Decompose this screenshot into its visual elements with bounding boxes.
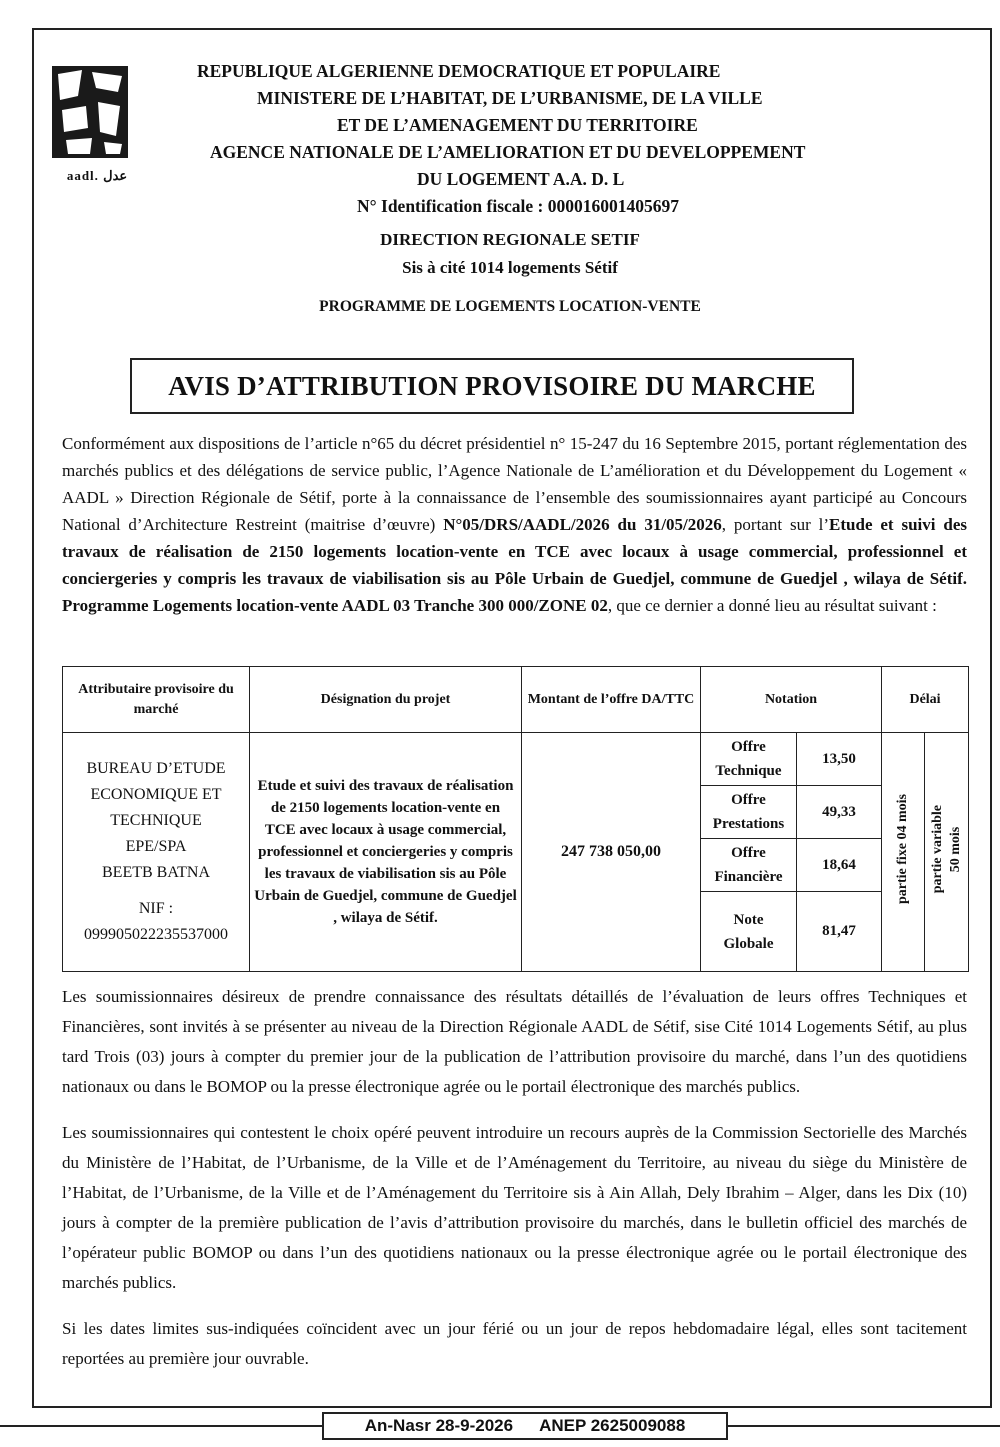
delai-fixe-cell (882, 733, 925, 972)
project-subject: Etude et suivi des travaux de réalisation de 2150 logements location-vente en TCE avec locaux à usage commercial, professionnel et conciergeries y compris les travaux de viabilisation sis au Pôle Urbain de Guedjel, commune de Guedjel , wilaya de Sétif. Programme Logements location-vente AADL 03 Tranche 300 000/ZONE 02 (62, 515, 967, 615)
header-line-agency: AGENCE NATIONALE DE L’AMELIORATION ET DU DEVELOPPEMENT (210, 142, 806, 162)
delai-variable-line: partie variable (930, 805, 945, 894)
programme-label: PROGRAMME DE LOGEMENTS LOCATION-VENTE (319, 298, 701, 315)
montant-cell: 247 738 050,00 (522, 733, 701, 972)
header-line-fiscal-id: N° Identification fiscale : 000016001405697 (357, 196, 679, 216)
note-label-technique (701, 733, 797, 786)
header-notation: Notation (701, 667, 882, 733)
results-table (62, 666, 969, 972)
header-montant: Montant de l’offre DA/TTC (522, 667, 701, 733)
appeal-paragraph: Les soumissionnaires qui contestent le choix opéré peuvent introduire un recours auprès de la Commission Sectorielle des Marchés du Ministère de l’Habitat, de l’Urbanisme, de la Ville et de l’Aménagement du Territoire, au niveau du siège du Ministère de l’Habitat, de l’Urbanisme, de la Ville et de l’Aménagement du Territoire sis à Ain Allah, Dely Ibrahim – Alger, dans les Dix (10) jours à compter de la première publication de l’avis d’attribution provisoire du marchés, dans le bulletin officiel des marchés de l’opérateur public BOMOP ou dans l’un des quotidiens nationaux ou la presse électronique agrée ou le portail électronique des marchés publics. (62, 1123, 967, 1292)
delai-variable (929, 805, 965, 893)
note-label-line: Note (733, 911, 764, 928)
note-label-line: Technique (715, 763, 782, 779)
header-attributaire: Attributaire provisoire du marché (63, 667, 250, 733)
aadl-logo-mark-icon (52, 66, 128, 158)
table-row (63, 733, 969, 786)
intro-text-mid: , portant sur l’ (721, 515, 830, 534)
direction-label: DIRECTION REGIONALE SETIF (380, 230, 640, 249)
aadl-logo (48, 66, 146, 192)
results-consultation-paragraph: Les soumissionnaires désireux de prendre connaissance des résultats détaillés de l’évaluation de leurs offres Techniques et Financières, sont invités à se présenter au niveau de la Direction Régionale AADL de Sétif, sise Cité 1014 Logements Sétif, au plus tard Trois (03) jours à compter du premier jour de la publication de l’attribution provisoire du marché, dans l’un des quotidiens nationaux ou dans le BOMOP ou la presse électronique agrée ou le portail électronique des marchés publics. (62, 987, 967, 1096)
intro-text-end: , que ce dernier a donné lieu au résultat suivant : (607, 596, 937, 615)
attributaire-line: BEETB BATNA (102, 864, 210, 881)
note-label-line: Offre (731, 739, 766, 755)
note-value-prestations: 49,33 (797, 786, 882, 839)
attributaire-line: TECHNIQUE (110, 812, 202, 829)
note-label-prestations (701, 786, 797, 839)
header-line-territory: ET DE L’AMENAGEMENT DU TERRITOIRE (337, 115, 698, 135)
letterhead (150, 58, 850, 220)
intro-paragraph (62, 430, 967, 619)
note-value-financiere: 18,64 (797, 839, 882, 892)
note-label-financiere (701, 839, 797, 892)
header-delai: Délai (882, 667, 969, 733)
note-label-line: Offre (731, 792, 766, 808)
contest-reference: N°05/DRS/AADL/2026 du 31/05/2026 (443, 515, 722, 534)
nif-value: 099905022235537000 (84, 926, 228, 943)
holiday-paragraph: Si les dates limites sus-indiquées coïncident avec un jour férié ou un jour de repos hebdomadaire légal, elles sont tacitement reportées au première jour ouvrable. (62, 1319, 967, 1368)
attributaire-line: BUREAU D’ETUDE (86, 760, 226, 777)
newspaper-date: An-Nasr 28-9-2026 (364, 1416, 514, 1435)
attributaire-cell (63, 733, 250, 972)
anep-reference: ANEP 2625009088 (539, 1416, 686, 1435)
publication-footer (322, 1412, 728, 1440)
attributaire-line: ECONOMIQUE ET (90, 786, 222, 803)
notice-title-box (130, 358, 854, 414)
note-label-line: Financière (714, 869, 783, 885)
table-header-row (63, 667, 969, 733)
delai-variable-cell (925, 733, 969, 972)
note-label-line: Prestations (712, 816, 785, 832)
note-label-line: Globale (723, 935, 774, 952)
delai-variable-line: 50 mois (948, 826, 963, 873)
note-label-line: Offre (731, 845, 766, 861)
intro-text-start: Conformément aux dispositions de l’article n°65 du décret présidentiel n° 15-247 du 16 Septembre 2015, portant réglementation des marchés publics et des délégations de service public, l’Agence Nationale de L’amélioration et du Développement du Logement « AADL » Direction Régionale de Sétif, porte à la connaissance de l’ensemble des soumissionnaires ayant participé au Concours National d’Architecture Restreint (maitrise d’œuvre) (62, 434, 967, 534)
designation-cell: Etude et suivi des travaux de réalisation de 2150 logements location-vente en TCE avec locaux à usage commercial, professionnel et conciergeries y compris les travaux de viabilisation sis au Pôle Urbain de Guedjel, commune de Guedjel , wilaya de Sétif. (250, 733, 522, 972)
header-designation: Désignation du projet (250, 667, 522, 733)
delai-fixe: partie fixe 04 mois (895, 794, 910, 905)
note-value-globale: 81,47 (797, 892, 882, 972)
nif-label: NIF : (138, 900, 174, 917)
logo-caption: aadl. عدل (66, 168, 128, 183)
header-line-aadl: DU LOGEMENT A.A. D. L (417, 169, 625, 189)
note-label-globale (701, 892, 797, 972)
header-line-republic: REPUBLIQUE ALGERIENNE DEMOCRATIQUE ET POPULAIRE (197, 61, 721, 81)
note-value-technique: 13,50 (797, 733, 882, 786)
header-line-ministry: MINISTERE DE L’HABITAT, DE L’URBANISME, DE LA VILLE (257, 88, 763, 108)
direction-address: Sis à cité 1014 logements Sétif (402, 258, 618, 277)
notice-title: AVIS D’ATTRIBUTION PROVISOIRE DU MARCHE (168, 370, 816, 401)
attributaire-line: EPE/SPA (125, 838, 187, 855)
